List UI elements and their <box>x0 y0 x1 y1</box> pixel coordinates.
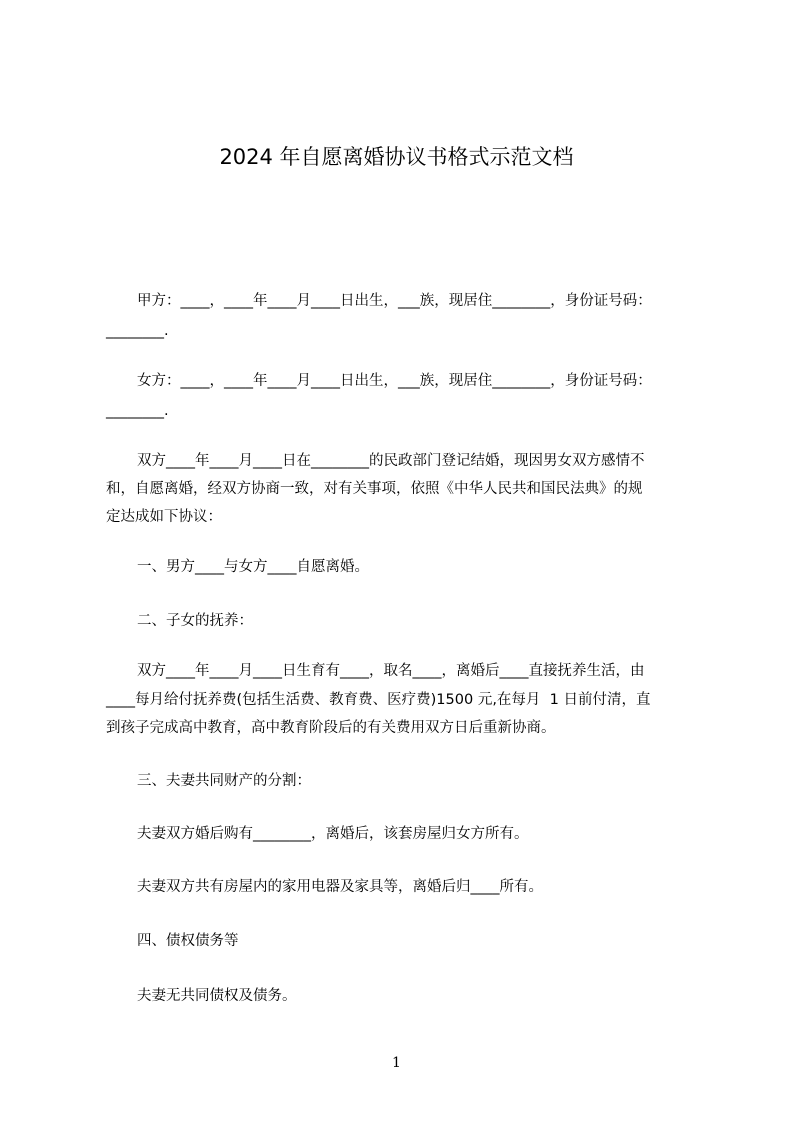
intro-line-1: 双方____年____月____日在________的民政部门登记结婚，现因男女双方感情不 <box>137 453 645 469</box>
clause-4-heading: 四、债权债务等 <box>137 933 239 949</box>
clause-2-line-1: 双方____年____月____日生育有____，取名____，离婚后____直接抚养生活，由 <box>137 663 645 679</box>
party-b-line-1: 女方：____，____年____月____日出生，___族，现居住________，身份证号码： <box>137 373 652 389</box>
clause-4-paragraph-1: 夫妻无共同债权及债务。 <box>137 988 297 1004</box>
intro-line-3: 定达成如下协议： <box>106 509 222 525</box>
party-a-line-2: ________. <box>106 323 169 339</box>
party-a-line-1: 甲方：____，____年____月____日出生，___族，现居住________，身份证号码： <box>137 293 652 309</box>
intro-line-2: 和，自愿离婚，经双方协商一致，对有关事项，依照《中华人民共和国民法典》的规 <box>106 481 643 497</box>
clause-3-heading: 三、夫妻共同财产的分割： <box>137 773 311 789</box>
clause-2-line-2: ____每月给付抚养费(包括生活费、教育费、医疗费)1500 元,在每月 1 日前付清，直 <box>106 692 651 708</box>
clause-1: 一、男方____与女方____自愿离婚。 <box>137 559 369 575</box>
clause-2-heading: 二、子女的抚养： <box>137 613 253 629</box>
clause-2-line-3: 到孩子完成高中教育，高中教育阶段后的有关费用双方日后重新协商。 <box>106 720 556 736</box>
page-number: 1 <box>392 1055 401 1071</box>
document-title: 2024 年自愿离婚协议书格式示范文档 <box>219 145 574 169</box>
clause-3-paragraph-2: 夫妻双方共有房屋内的家用电器及家具等，离婚后归____所有。 <box>137 879 543 895</box>
party-b-line-2: ________. <box>106 403 169 419</box>
clause-3-paragraph-1: 夫妻双方婚后购有________，离婚后，该套房屋归女方所有。 <box>137 826 529 842</box>
